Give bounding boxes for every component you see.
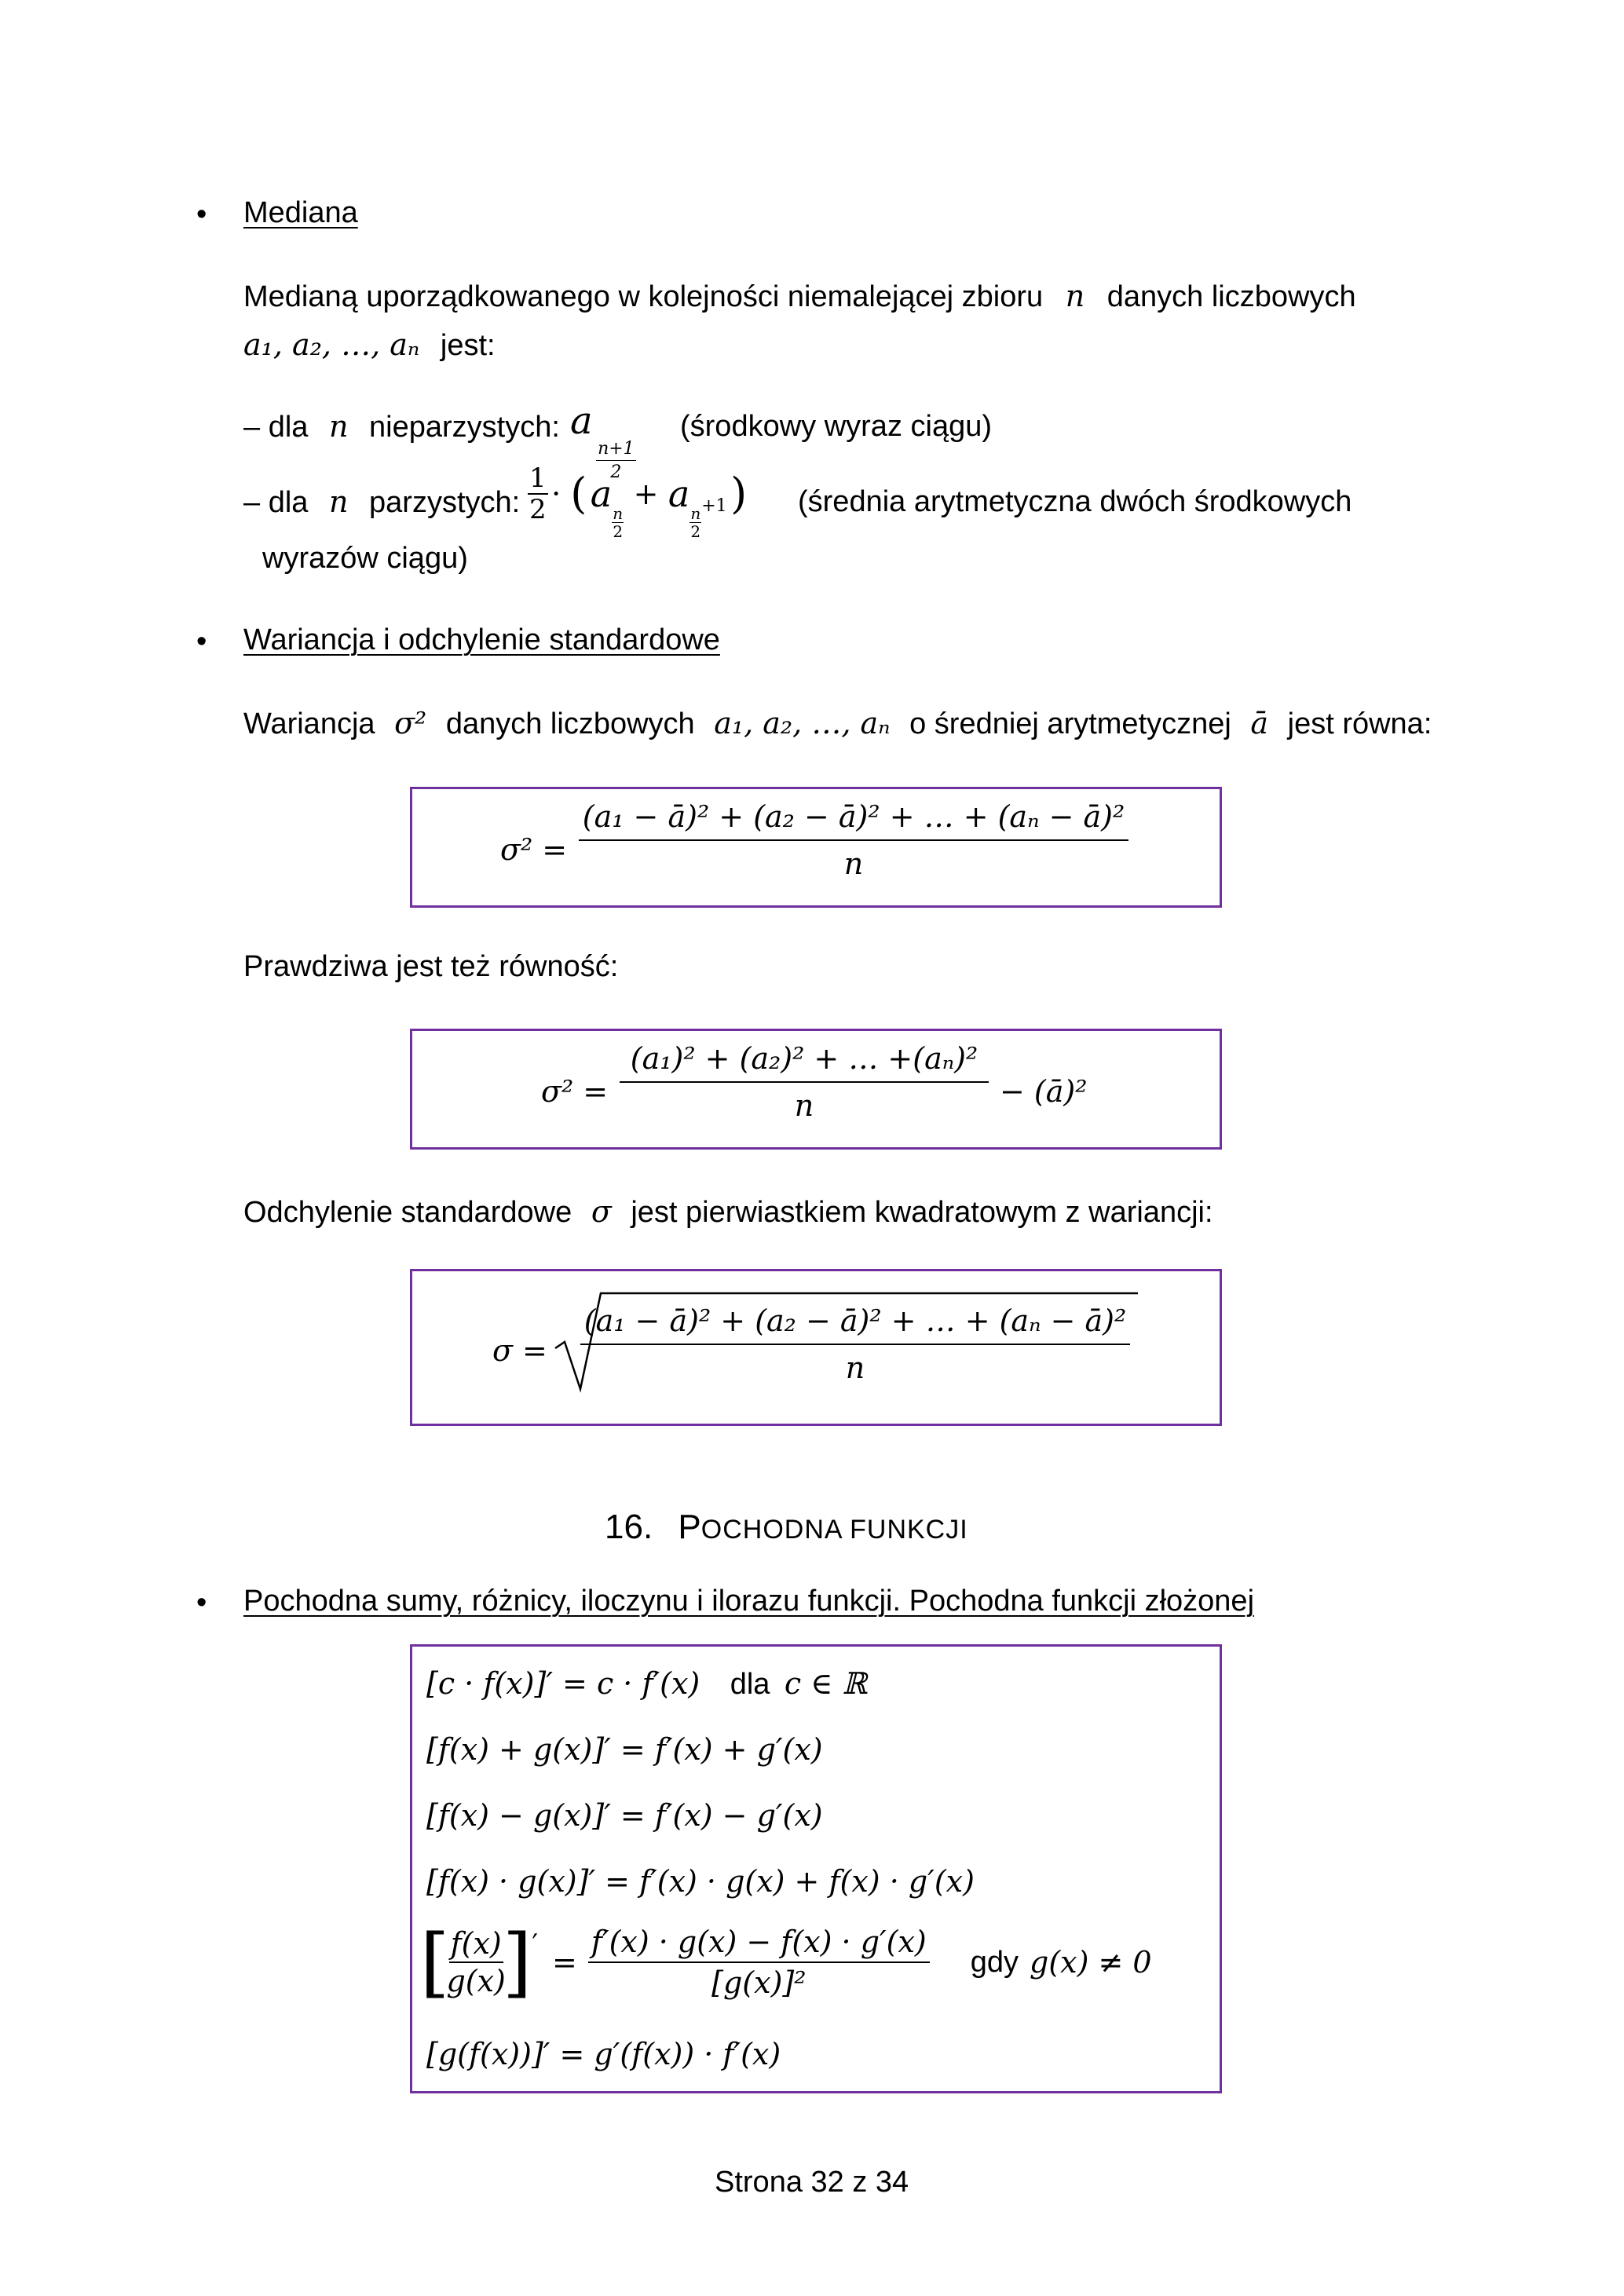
variance-formula-box-1 xyxy=(410,787,1222,908)
median-even-line: – dla n parzystych: xyxy=(243,484,521,519)
variance-formula1-fraction: (a₁ − ā)² + (a₂ − ā)² + … + (aₙ − ā)² n xyxy=(579,802,1128,879)
variance-intro: Wariancja σ² danych liczbowych a₁, a₂, …, aₙ o średniej arytmetycznej ā jest równa: xyxy=(243,706,1432,740)
derivative-title: Pochodna sumy, różnicy, iloczynu i ilorazu funkcji. Pochodna funkcji złożonej xyxy=(243,1585,1255,1618)
bullet-median: • xyxy=(196,198,207,231)
rule-composite: [g(f(x))]′ = g′(f(x)) · f′(x) xyxy=(426,2037,781,2071)
rule-constant-multiple: [c · f(x)]′ = c · f′(x) dla c ∈ ℝ xyxy=(426,1666,868,1701)
median-title: Mediana xyxy=(243,196,358,229)
rule-quotient: [ $\frac{f(x)}{g(x)}$ ] ′ = $\frac{f'(x) \cdot g(x) - f(x) \cdot g'(x)}{\text{[g(x)]²}}$ gdy g(x) ≠ 0 xyxy=(420,1918,1152,2006)
variance-formula-box-2 xyxy=(410,1029,1222,1150)
median-intro-line1: Medianą uporządkowanego w kolejności niemalejącej zbioru n danych liczbowych xyxy=(243,279,1356,313)
median-odd-formula: a $\frac{n+1}{2}$ xyxy=(570,399,635,482)
rule-product: [f(x) · g(x)]′ = f′(x) · g(x) + f(x) · g′(x) xyxy=(426,1864,975,1899)
page-number: Strona 32 z 34 xyxy=(715,2166,909,2199)
variance-formula1-lhs: σ² = xyxy=(500,832,568,867)
median-odd-note: (środkowy wyraz ciągu) xyxy=(680,410,992,443)
stddev-formula-box xyxy=(410,1269,1222,1426)
variance-formula2-tail: − (ā)² xyxy=(1000,1074,1088,1109)
median-intro-line2: a₁, a₂, …, aₙ jest: xyxy=(243,327,496,362)
also-true-text: Prawdziwa jest też równość: xyxy=(243,950,619,983)
sequence-a: a₁, a₂, …, aₙ xyxy=(243,327,420,362)
rule-sum: [f(x) + g(x)]′ = f′(x) + g′(x) xyxy=(426,1732,823,1767)
median-odd-line: – dla n nieparzystych: xyxy=(243,409,560,444)
bullet-variance: • xyxy=(196,625,207,658)
bullet-derivative: • xyxy=(196,1586,207,1619)
variance-title: Wariancja i odchylenie standardowe xyxy=(243,623,720,656)
var-n: n xyxy=(1065,279,1085,313)
rule-difference: [f(x) − g(x)]′ = f′(x) − g′(x) xyxy=(426,1798,823,1833)
stddev-formula-lhs: σ = xyxy=(492,1333,547,1368)
median-even-note-line1: (średnia arytmetyczna dwóch środkowych xyxy=(798,485,1352,518)
variance-formula2-lhs: σ² = xyxy=(541,1074,609,1109)
median-even-formula: $\frac{1}{2}$ · ( a $\frac{n}{2}$ + a $\frac{n}{2}$ +1 ) xyxy=(529,462,748,542)
section-heading: 16. POCHODNA FUNKCJI xyxy=(605,1508,968,1546)
stddev-text: Odchylenie standardowe σ jest pierwiastkiem kwadratowym z wariancji: xyxy=(243,1194,1213,1229)
median-even-note-line2: wyrazów ciągu) xyxy=(262,542,468,575)
variance-formula2-fraction: (a₁)² + (a₂)² + … +(aₙ)² n xyxy=(620,1044,989,1121)
derivative-rules-box xyxy=(410,1644,1222,2093)
stddev-formula-fraction: (a₁ − ā)² + (a₂ − ā)² + … + (aₙ − ā)² n xyxy=(580,1306,1130,1383)
